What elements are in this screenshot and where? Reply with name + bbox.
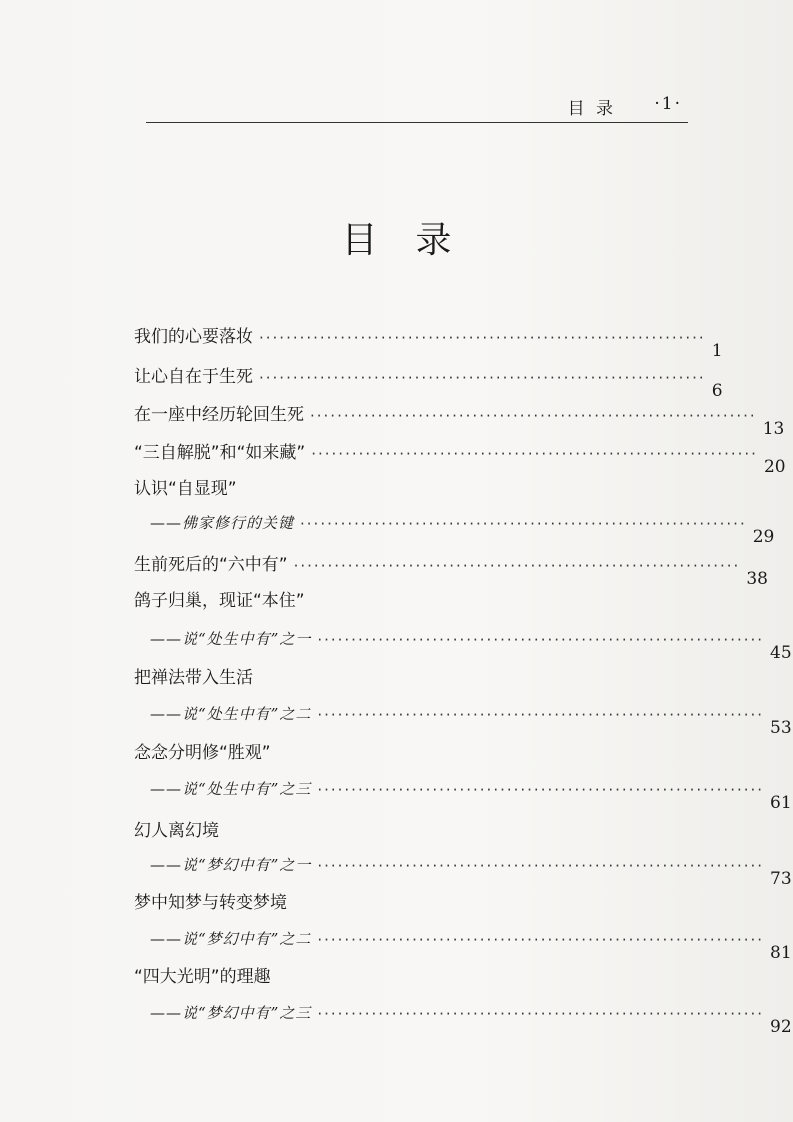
toc-entry-title: “三自解脱”和“如来藏” — [134, 443, 306, 463]
dot-leader: ·································································· — [317, 857, 765, 875]
toc-entry-title: 我们的心要落妆 — [134, 327, 253, 347]
toc-entry-title-line[interactable] — [134, 888, 662, 913]
toc-entry-title: 念念分明修“胜观” — [134, 743, 271, 763]
dot-leader: ·································································· — [317, 1005, 765, 1023]
toc-entry-title-line[interactable] — [134, 474, 662, 499]
dot-leader: ·································································· — [317, 931, 765, 949]
toc-entry-title: 认识“自显现” — [134, 479, 237, 499]
toc-entry-page: 13 — [762, 419, 785, 439]
header-title: 目 录 — [567, 99, 616, 119]
dot-leader: ·································································· — [310, 407, 757, 425]
toc-entry-subtitle[interactable] — [150, 703, 792, 738]
toc-entry-title: 幻人离幻境 — [134, 821, 219, 841]
toc-entry[interactable] — [134, 550, 768, 589]
toc-entry-title: 把禅法带入生活 — [134, 668, 253, 688]
dot-leader: ·································································· — [317, 781, 765, 799]
toc-entry[interactable] — [134, 362, 723, 401]
toc-entry[interactable] — [134, 400, 785, 439]
page-title: 目录 — [341, 220, 490, 261]
toc-entry-subtitle-text: ——说“处生中有”之二 — [150, 705, 312, 723]
toc-entry-title: 梦中知梦与转变梦境 — [134, 893, 287, 913]
toc-entry-title: 在一座中经历轮回生死 — [134, 405, 304, 425]
toc-entry-page: 1 — [711, 341, 723, 361]
toc-entry-subtitle-text: ——说“处生中有”之一 — [150, 630, 312, 648]
toc-entry[interactable] — [134, 322, 723, 361]
toc-entry-subtitle[interactable] — [150, 512, 775, 547]
toc-entry-title-line[interactable] — [134, 738, 662, 763]
toc-entry-subtitle-text: ——说“处生中有”之三 — [150, 780, 312, 798]
toc-entry-page: 29 — [752, 527, 775, 547]
toc-entry-page: 45 — [770, 643, 792, 663]
toc-entry-page: 61 — [770, 793, 792, 813]
toc-entry-subtitle-text: ——佛家修行的关键 — [150, 514, 295, 532]
toc-entry-subtitle-text: ——说“梦幻中有”之三 — [150, 1004, 312, 1022]
toc-entry-subtitle-text: ——说“梦幻中有”之二 — [150, 930, 312, 948]
toc-entry-subtitle[interactable] — [150, 628, 792, 663]
dot-leader: ·································································· — [259, 329, 706, 347]
toc-entry-title: 生前死后的“六中有” — [134, 555, 288, 575]
dot-leader: ·································································· — [300, 515, 747, 533]
dot-leader: ·································································· — [317, 706, 765, 724]
toc-entry-page: 6 — [711, 381, 723, 401]
dot-leader: ·································································· — [317, 631, 765, 649]
header-page-number: ·1· — [654, 94, 682, 114]
toc-entry[interactable] — [134, 438, 786, 477]
toc-entry-page: 73 — [770, 869, 792, 889]
toc-entry-title-line[interactable] — [134, 663, 662, 688]
toc-entry-subtitle[interactable] — [150, 854, 792, 889]
toc-entry-title-line[interactable] — [134, 816, 662, 841]
toc-entry-subtitle[interactable] — [150, 1002, 792, 1037]
toc-entry-title: 让心自在于生死 — [134, 367, 253, 387]
dot-leader: ·································································· — [259, 369, 706, 387]
dot-leader: ·································································· — [293, 557, 741, 575]
toc-entry-page: 92 — [770, 1017, 792, 1037]
toc-entry-title-line[interactable] — [134, 586, 662, 611]
toc-entry-subtitle[interactable] — [150, 778, 792, 813]
toc-entry-subtitle[interactable] — [150, 928, 792, 963]
dot-leader: ·································································· — [311, 445, 758, 463]
toc-entry-page: 53 — [770, 718, 792, 738]
toc-entry-title: “四大光明”的理趣 — [134, 967, 271, 987]
toc-entry-subtitle-text: ——说“梦幻中有”之一 — [150, 856, 312, 874]
toc-entry-page: 20 — [763, 457, 786, 477]
toc-entry-page: 38 — [746, 569, 768, 589]
toc-entry-title-line[interactable] — [134, 962, 662, 987]
toc-entry-title: 鸽子归巢，现证“本住” — [134, 591, 305, 611]
toc-entry-page: 81 — [770, 943, 792, 963]
